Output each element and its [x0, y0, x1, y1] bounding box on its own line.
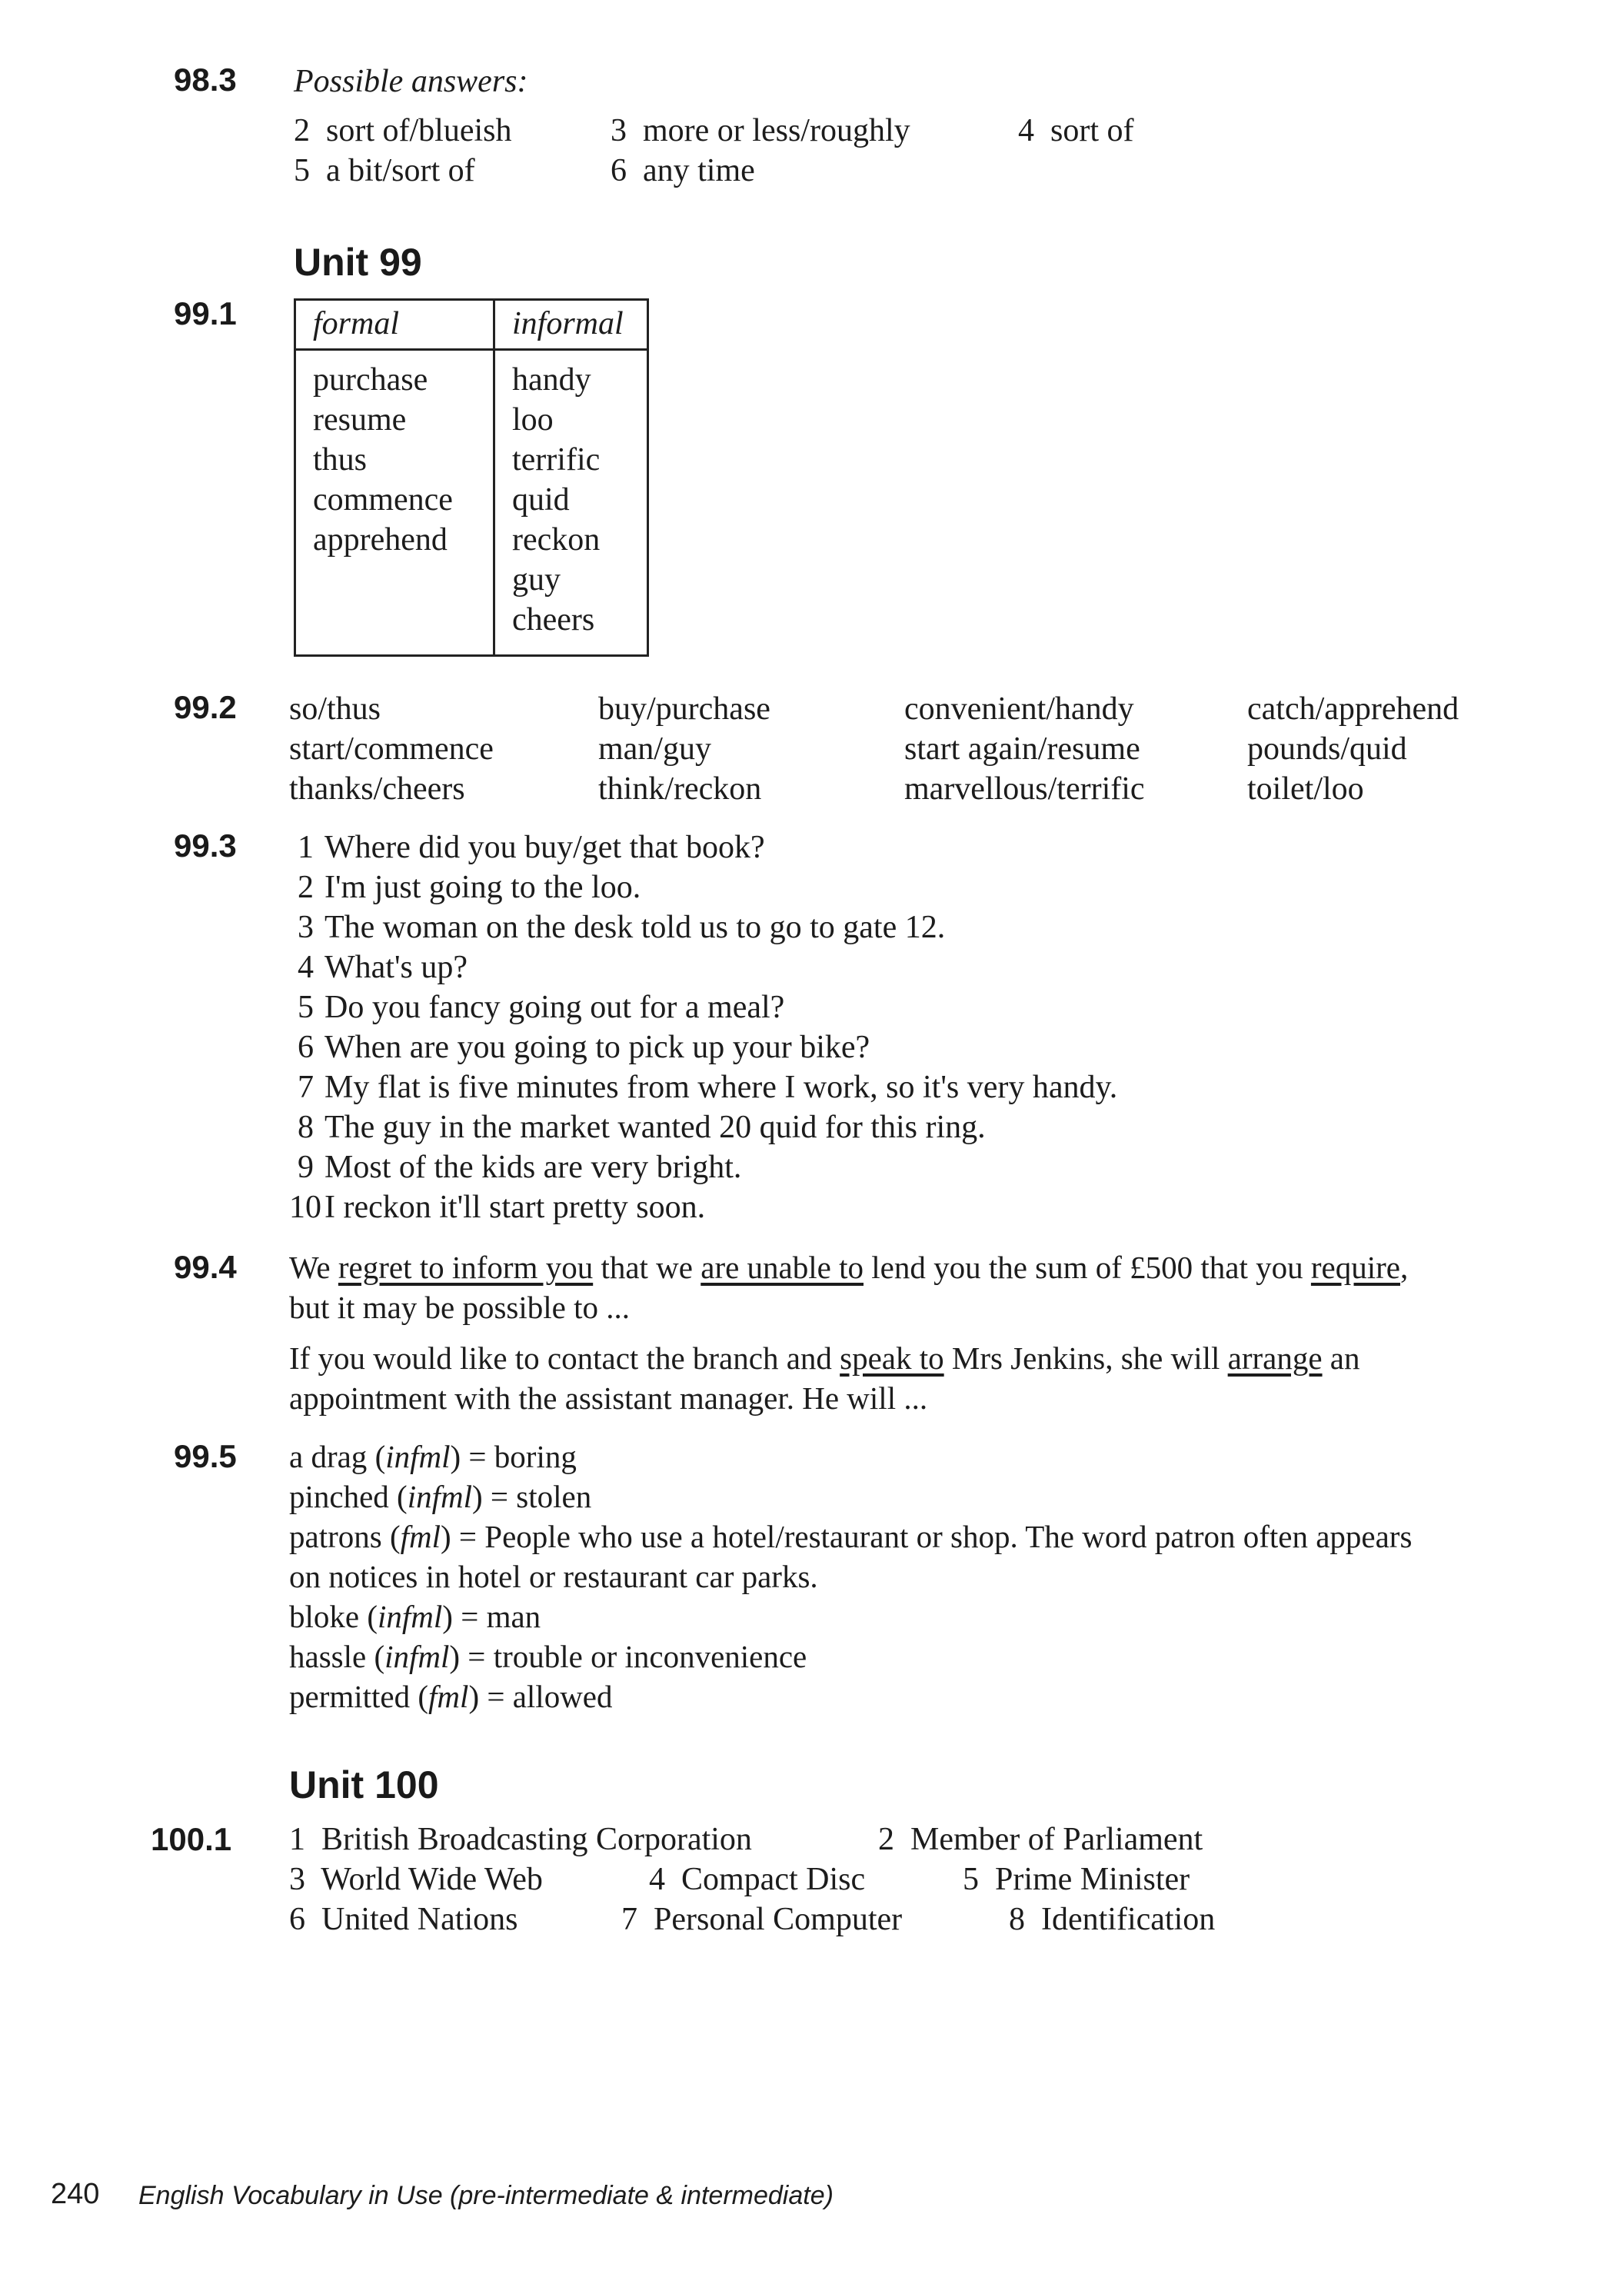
exercise-number-98-3: 98.3: [174, 62, 237, 98]
list-item: hassle (infml) = trouble or inconvenience: [289, 1639, 807, 1674]
informal-column: [494, 350, 648, 656]
answer-100-1-4: 4 Compact Disc: [649, 1862, 866, 1897]
answer-98-3-2: 2 sort of/blueish: [294, 113, 512, 148]
answer-100-1-2: 2 Member of Parliament: [878, 1822, 1203, 1857]
list-item: 6 When are you going to pick up your bike?: [298, 1030, 870, 1065]
list-item: start/commence: [289, 731, 494, 767]
pairs-column-2: [598, 689, 770, 809]
answer-100-1-8: 8 Identification: [1009, 1902, 1216, 1937]
exercise-number-100-1: 100.1: [151, 1821, 232, 1857]
list-item: terrific: [512, 442, 601, 478]
answer-100-1-1: 1 British Broadcasting Corporation: [289, 1822, 752, 1857]
exercise-number-99-3: 99.3: [174, 827, 237, 864]
list-item: start again/resume: [904, 731, 1140, 767]
formal-column: [295, 350, 494, 656]
list-item-continuation: on notices in hotel or restaurant car parks.: [289, 1559, 818, 1594]
list-item: pinched (infml) = stolen: [289, 1479, 592, 1514]
list-item: thanks/cheers: [289, 771, 465, 807]
list-item: purchase: [313, 362, 428, 398]
list-item: 7 My flat is five minutes from where I work, so it's very handy.: [298, 1070, 1118, 1105]
list-item: bloke (infml) = man: [289, 1599, 541, 1634]
table-header-formal: formal: [295, 300, 494, 350]
list-item: quid: [512, 482, 570, 518]
paragraph-99-4-2: If you would like to contact the branch and speak to Mrs Jenkins, she will arrange an appointment with the assistant manager. He will ...: [289, 1340, 1360, 1416]
list-item: convenient/handy: [904, 691, 1134, 727]
list-item: 1 Where did you buy/get that book?: [298, 830, 765, 865]
list-item: so/thus: [289, 691, 381, 727]
answers-99-5: [289, 1437, 1412, 1716]
exercise-number-99-2: 99.2: [174, 689, 237, 725]
list-item: guy: [512, 562, 561, 598]
list-item: catch/apprehend: [1247, 691, 1459, 727]
list-item: 8 The guy in the market wanted 20 quid for this ring.: [298, 1110, 986, 1145]
list-item: a drag (infml) = boring: [289, 1439, 577, 1474]
possible-answers-heading: Possible answers:: [294, 64, 528, 99]
answer-98-3-6: 6 any time: [611, 153, 755, 188]
list-item: reckon: [512, 522, 601, 558]
answer-100-1-3: 3 World Wide Web: [289, 1862, 543, 1897]
answers-99-3: [289, 827, 1117, 1227]
pairs-column-1: [289, 689, 494, 809]
list-item: pounds/quid: [1247, 731, 1407, 767]
answer-98-3-4: 4 sort of: [1018, 113, 1134, 148]
exercise-number-99-5: 99.5: [174, 1438, 237, 1474]
list-item: 3 The woman on the desk told us to go to gate 12.: [298, 910, 946, 945]
list-item: patrons (fml) = People who use a hotel/restaurant or shop. The word patron often appears: [289, 1519, 1413, 1554]
list-item: 4 What's up?: [298, 950, 468, 985]
list-item: permitted (fml) = allowed: [289, 1679, 613, 1714]
list-item: 5 Do you fancy going out for a meal?: [298, 990, 785, 1025]
list-item: marvellous/terrific: [904, 771, 1145, 807]
answer-98-3-5: 5 a bit/sort of: [294, 153, 475, 188]
list-item: 2 I'm just going to the loo.: [298, 870, 641, 905]
list-item: resume: [313, 402, 407, 438]
page-number: 240: [51, 2178, 100, 2210]
answer-100-1-7: 7 Personal Computer: [621, 1902, 903, 1937]
formal-informal-table: [294, 298, 649, 657]
list-item: think/reckon: [598, 771, 762, 807]
exercise-number-99-4: 99.4: [174, 1249, 237, 1285]
table-header-informal: informal: [494, 300, 648, 350]
book-title: English Vocabulary in Use (pre-intermediate & intermediate): [138, 2181, 834, 2210]
exercise-number-99-1: 99.1: [174, 295, 237, 331]
list-item: 10I reckon it'll start pretty soon.: [289, 1190, 706, 1225]
list-item: man/guy: [598, 731, 711, 767]
unit-99-title: Unit 99: [294, 241, 422, 284]
list-item: buy/purchase: [598, 691, 770, 727]
list-item: cheers: [512, 602, 595, 638]
answer-98-3-3: 3 more or less/roughly: [611, 113, 910, 148]
list-item: loo: [512, 402, 554, 438]
unit-100-title: Unit 100: [289, 1763, 439, 1806]
list-item: apprehend: [313, 522, 448, 558]
answer-100-1-6: 6 United Nations: [289, 1902, 518, 1937]
list-item: handy: [512, 362, 591, 398]
pairs-column-3: [904, 689, 1145, 809]
paragraph-99-4-1: We regret to inform you that we are unable to lend you the sum of £500 that you require, but it may be possible to ...: [289, 1250, 1409, 1325]
pairs-column-4: [1247, 689, 1459, 809]
answer-100-1-5: 5 Prime Minister: [963, 1862, 1190, 1897]
list-item: thus: [313, 442, 368, 478]
list-item: commence: [313, 482, 453, 518]
list-item: toilet/loo: [1247, 771, 1364, 807]
list-item: 9 Most of the kids are very bright.: [298, 1150, 742, 1185]
